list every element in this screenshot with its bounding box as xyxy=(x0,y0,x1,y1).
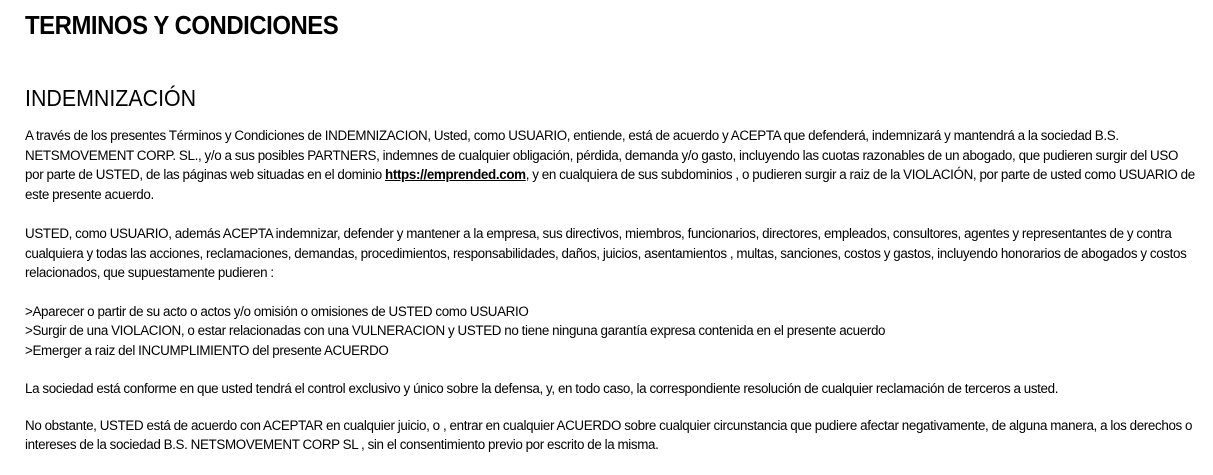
list-item: >Surgir de una VIOLACION, o estar relacionadas con una VULNERACION y USTED no tiene ninguna garantía expresa contenida en el presente acuerdo xyxy=(25,323,886,338)
terms-page xyxy=(25,0,1195,455)
paragraph-intro-text-after: , y en cualquiera de sus subdominios , o pudieren surgir a raiz de la VIOLACIÓN, por parte de usted como USUARIO de este presente acuerdo. xyxy=(25,167,1195,202)
list-item: >Emerger a raiz del INCUMPLIMIENTO del presente ACUERDO xyxy=(25,342,389,358)
paragraph-defense-control: La sociedad está conforme en que usted tendrá el control exclusivo y único sobre la defensa, y, en todo caso, la correspondiente resolución de cualquier reclamación de terceros a usted. xyxy=(25,381,1059,396)
domain-link[interactable]: https://emprended.com xyxy=(385,167,526,182)
section-title: INDEMNIZACIÓN xyxy=(25,85,197,111)
page-title: TERMINOS Y CONDICIONES xyxy=(25,10,339,40)
paragraph-consent: No obstante, USTED está de acuerdo con ACEPTAR en cualquier juicio, o , entrar en cualquier ACUERDO sobre cualquier circunstancia que pudiere afectar negativamente, de alguna manera, a los derechos o intereses de la sociedad B.S. NETSMOVEMENT CORP SL , sin el consentimiento previo por escrito de la misma. xyxy=(25,417,1193,452)
paragraph-intro xyxy=(25,126,1195,204)
list-item: >Aparecer o partir de su acto o actos y/o omisión o omisiones de USTED como USUARIO xyxy=(25,303,529,319)
indemnity-conditions-list xyxy=(25,302,1195,361)
terms-body xyxy=(25,126,1195,455)
paragraph-intro-text-before: A través de los presentes Términos y Condiciones de INDEMNIZACION, Usted, como USUARIO, entiende, está de acuerdo y ACEPTA que defenderá, indemnizará y mantendrá a la sociedad B.S. NETSMOVEMENT CORP. SL., y/o a sus posibles PARTNERS, indemnes de cualquier obligación, pérdida, demanda y/o gasto, incluyendo las cuotas razonables de un abogado, que pudieren surgir del USO por parte de USTED, de las páginas web situadas en el dominio xyxy=(25,128,1179,182)
paragraph-indemnify: USTED, como USUARIO, además ACEPTA indemnizar, defender y mantener a la empresa, sus directivos, miembros, funcionarios, directores, empleados, consultores, agentes y representantes de y contra cualquiera y todas las acciones, reclamaciones, demandas, procedimientos, responsabilidades, daños, juicios, asentamientos , multas, sanciones, costos y gastos, incluyendo honorarios de abogados y costos relacionados, que supuestamente pudieren : xyxy=(25,226,1187,280)
